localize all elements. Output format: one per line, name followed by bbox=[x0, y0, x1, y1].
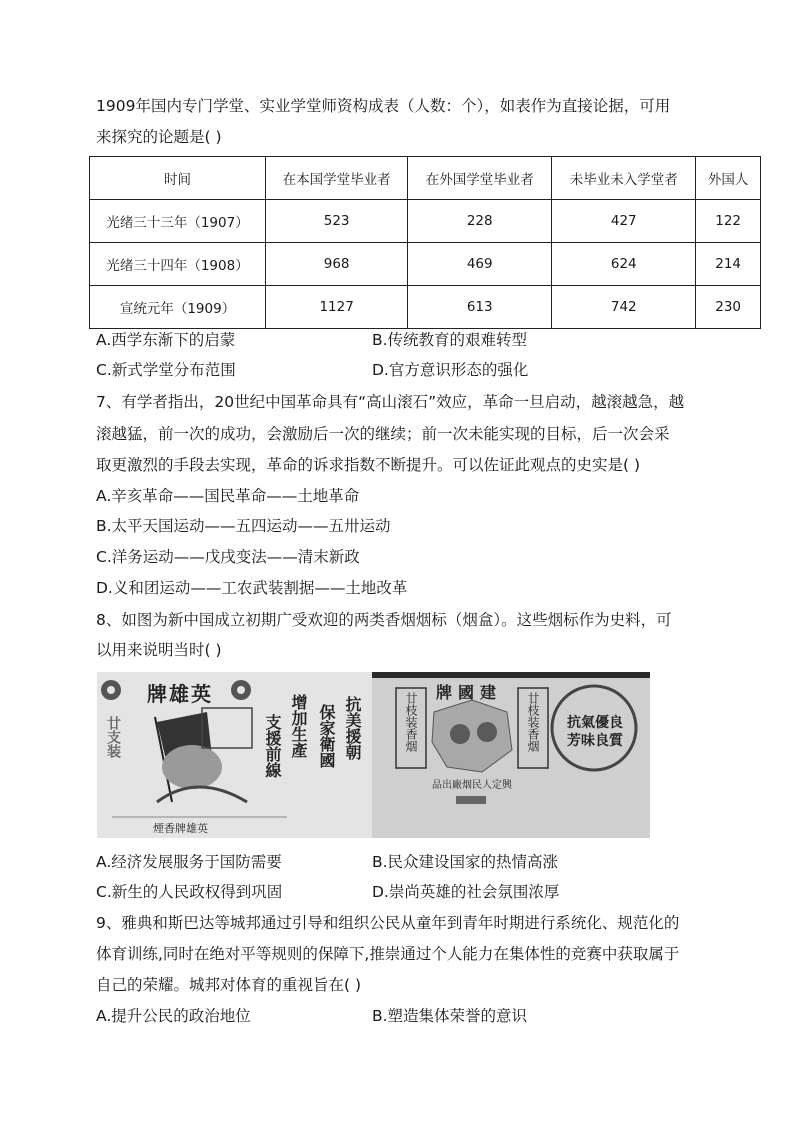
q9-stem-line1: 9、雅典和斯巴达等城邦通过引导和组织公民从童年到青年时期进行系统化、规范化的 bbox=[96, 914, 680, 932]
table-cell: 1127 bbox=[266, 286, 408, 329]
q8-stem-line1: 8、如图为新中国成立初期广受欢迎的两类香烟烟标（烟盒）。这些烟标作为史料，可 bbox=[96, 611, 672, 629]
hero-slogan-2: 保家衛國 bbox=[317, 704, 336, 768]
table-cell: 光绪三十三年（1907） bbox=[90, 200, 266, 243]
table-row bbox=[90, 286, 761, 329]
q6-option-b[interactable]: B.传统教育的艰难转型 bbox=[372, 331, 528, 349]
jianguo-brand-name: 牌國建 bbox=[436, 683, 503, 702]
q8-option-c[interactable]: C.新生的人民政权得到巩固 bbox=[96, 883, 283, 901]
q7-option-d[interactable]: D.义和团运动——工农武装割据——土地改革 bbox=[96, 579, 408, 597]
table-row bbox=[90, 243, 761, 286]
q9-stem-line3: 自己的荣耀。城邦对体育的重视旨在( ) bbox=[96, 976, 362, 994]
q8-option-d[interactable]: D.崇尚英雄的社会氛围浓厚 bbox=[372, 883, 560, 901]
table-header: 外国人 bbox=[696, 157, 761, 200]
q7-option-b[interactable]: B.太平天国运动——五四运动——五卅运动 bbox=[96, 517, 391, 535]
table-cell: 宣统元年（1909） bbox=[90, 286, 266, 329]
table-cell: 968 bbox=[266, 243, 408, 286]
table-cell: 427 bbox=[552, 200, 696, 243]
cigarette-labels-photo bbox=[97, 672, 650, 838]
table-cell: 122 bbox=[696, 200, 761, 243]
hero-footer: 煙香牌雄英 bbox=[153, 822, 208, 835]
table-cell: 742 bbox=[552, 286, 696, 329]
hero-brand-name: 牌雄英 bbox=[147, 682, 213, 706]
q7-option-c[interactable]: C.洋务运动——戊戌变法——清末新政 bbox=[96, 548, 360, 566]
q7-stem-line3: 取更激烈的手段去实现，革命的诉求指数不断提升。可以佐证此观点的史实是( ) bbox=[96, 456, 641, 474]
table-header: 未毕业未入学堂者 bbox=[552, 157, 696, 200]
hero-side-text: 廿支装 bbox=[105, 716, 121, 758]
jianguo-circle-text: 抗氣優良 芳味良質 bbox=[567, 715, 623, 749]
table-cell: 光绪三十四年（1908） bbox=[90, 243, 266, 286]
q8-option-b[interactable]: B.民众建设国家的热情高涨 bbox=[372, 853, 559, 871]
table-cell: 228 bbox=[408, 200, 552, 243]
hero-slogan-1: 抗美援朝 bbox=[343, 696, 362, 760]
q6-option-a[interactable]: A.西学东渐下的启蒙 bbox=[96, 331, 236, 349]
q9-stem-line2: 体育训练,同时在绝对平等规则的保障下,推崇通过个人能力在集体性的竞赛中获取属于 bbox=[96, 945, 680, 963]
jianguo-side-text-right: 廿枝装香烟 bbox=[526, 692, 540, 752]
jianguo-side-text-left: 廿枝装香烟 bbox=[404, 692, 418, 752]
hero-slogan-3: 增加生產 bbox=[289, 694, 308, 758]
hero-slogan-4: 支援前線 bbox=[263, 714, 282, 778]
q9-option-a[interactable]: A.提升公民的政治地位 bbox=[96, 1007, 251, 1025]
q8-stem-line2: 以用来说明当时( ) bbox=[96, 641, 222, 659]
table-cell: 523 bbox=[266, 200, 408, 243]
table-row bbox=[90, 200, 761, 243]
q8-option-a[interactable]: A.经济发展服务于国防需要 bbox=[96, 853, 282, 871]
q6-option-c[interactable]: C.新式学堂分布范围 bbox=[96, 361, 236, 379]
table-cell: 613 bbox=[408, 286, 552, 329]
q7-stem-line1: 7、有学者指出，20世纪中国革命具有“高山滚石”效应，革命一旦启动，越滚越急，越 bbox=[96, 393, 685, 411]
table-header: 在本国学堂毕业者 bbox=[266, 157, 408, 200]
table-header: 时间 bbox=[90, 157, 266, 200]
table-header-row bbox=[90, 157, 761, 200]
table-cell: 469 bbox=[408, 243, 552, 286]
q6-option-d[interactable]: D.官方意识形态的强化 bbox=[372, 361, 529, 379]
q7-option-a[interactable]: A.辛亥革命——国民革命——土地革命 bbox=[96, 487, 360, 505]
jianguo-brand-label bbox=[372, 672, 650, 838]
hero-brand-label bbox=[97, 672, 372, 838]
q9-option-b[interactable]: B.塑造集体荣誉的意识 bbox=[372, 1007, 528, 1025]
q6-stem-line2: 来探究的论题是( ) bbox=[96, 128, 222, 146]
teacher-composition-table bbox=[89, 156, 761, 329]
q6-stem-line1: 1909年国内专门学堂、实业学堂师资构成表（人数：个），如表作为直接论据，可用 bbox=[96, 97, 671, 115]
table-cell: 624 bbox=[552, 243, 696, 286]
jianguo-footer: 品出廠烟民人定興 bbox=[432, 780, 512, 791]
q7-stem-line2: 滚越猛，前一次的成功，会激励后一次的继续；前一次未能实现的目标，后一次会采 bbox=[96, 425, 670, 443]
table-header: 在外国学堂毕业者 bbox=[408, 157, 552, 200]
table-cell: 214 bbox=[696, 243, 761, 286]
table-cell: 230 bbox=[696, 286, 761, 329]
